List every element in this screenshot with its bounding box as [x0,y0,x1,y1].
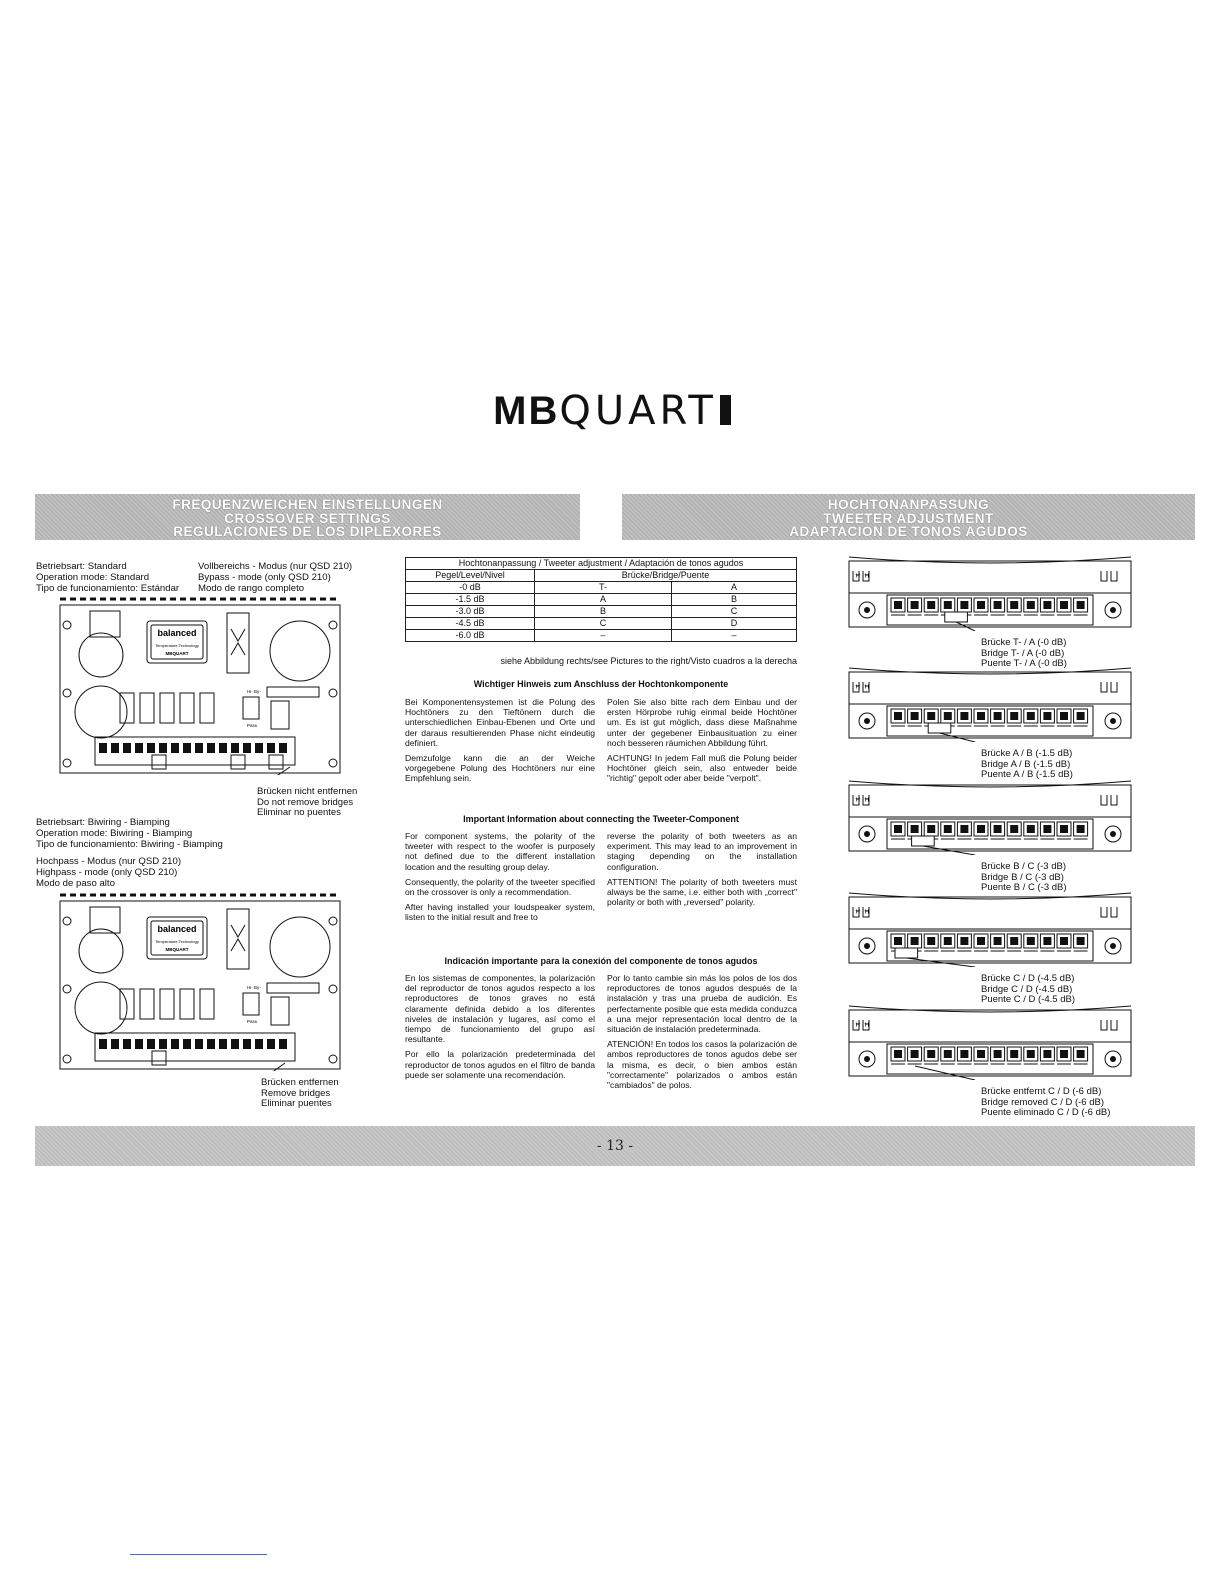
table-cell: B [535,606,672,618]
table-cell: C [535,618,672,630]
paragraph: Bei Komponentensystemen ist die Polung des Hochtöners zu den Tieftönern durch die unterschiedlichen Einbau-Ebenen und Orte und der daraus resultierenden Phase nicht eindeutig definiert. [405,697,595,748]
terminal-board-drawing [845,779,1135,855]
mode-line: Tipo de funcionamiento: Estándar [36,583,180,594]
tweeter-board-caption [981,749,1135,781]
mode-standard-text [36,561,196,594]
caption-line: Remove bridges [261,1087,331,1099]
mode-line: Tipo de funcionamiento: Biwiring - Biamping [36,839,223,850]
table-row [406,618,797,630]
logo-square-icon [720,395,731,425]
paragraph: Demzufolge kann die an der Weiche vorgegebene Polung des Hochtöners nur eine Empfehlung sein. [405,753,595,784]
paragraph: ATTENTION! The polarity of both tweeters must always be the same, i.e. either both with „correct" polarity or both with „reversed" polarity. [607,876,797,908]
header-line-en: TWEETER ADJUSTMENT [823,510,994,526]
terminal-board-drawing [845,555,1135,631]
paragraph: Polen Sie also bitte rach dem Einbau und der ersten Hörprobe ruhig einmal beide Hochtöner um. Es ist gut möglich, dass diese Maßnahme unter der gegebener Einbausituation zu einer noch besseren räumichen Abbildung führt. [607,697,797,748]
table-cell: -6.0 dB [406,630,535,642]
table-header-bridge: Brücke/Bridge/Puente [535,570,797,582]
table-cell: D [672,618,797,630]
table-row [406,606,797,618]
caption-keep-bridges [257,787,357,819]
mode-fullrange-text [198,561,378,594]
badge-title: balanced [157,628,197,638]
table-row [406,594,797,606]
logo-bold: MB [493,389,560,433]
caption-line: Brücke C / D (-4.5 dB) [981,973,1075,984]
paragraph: ACHTUNG! In jedem Fall muß die Polung beider Hochtöner gleich sein, also entweder beide "richtig" gepolt oder aber beide "verpolt". [607,753,797,784]
tweeter-board-caption [981,862,1135,894]
caption-line: Brücke B / C (-3 dB) [981,861,1066,872]
svg-text:ꟸ ꟸ: ꟸ ꟸ [855,797,870,808]
switch-label-bottom: Pass [247,723,258,728]
mode-line: Betriebsart: Biwiring - Biamping [36,817,170,828]
terminal-board-drawing [845,666,1135,742]
mode-line: Vollbereichs - Modus (nur QSD 210) [198,561,353,572]
table-title: Hochtonanpassung / Tweeter adjustment / Adaptación de tonos agudos [406,558,797,570]
badge-brand: MBQUART [165,651,189,656]
mode-line: Betriebsart: Standard [36,561,127,572]
table-row [406,582,797,594]
caption-line: Puente eliminado C / D (-6 dB) [981,1107,1111,1118]
svg-text:ꟸ ꟸ: ꟸ ꟸ [855,909,870,920]
section-title-en: Important Information about connecting the Tweeter-Component [463,814,739,824]
table-cell: B [672,594,797,606]
tweeter-board-3 [845,779,1135,894]
section-title-es: Indicación importante para la conexión del componente de tonos agudos [444,956,758,966]
caption-line: Eliminar no puentes [257,807,341,818]
caption-line: Puente C / D (-4.5 dB) [981,994,1075,1005]
badge-brand: MBQUART [165,947,189,952]
mode-line: Operation mode: Biwiring - Biamping [36,828,193,839]
tweeter-board-caption [981,974,1135,1006]
table-cell: -3.0 dB [406,606,535,618]
section-de-col2 [607,697,797,784]
caption-line: Puente B / C (-3 dB) [981,882,1067,893]
switch-label-bottom: Pass [247,1019,258,1024]
caption-line: Brücke T- / A (-0 dB) [981,637,1067,648]
table-cell: -4.5 dB [406,618,535,630]
mode-line: Modo de paso alto [36,878,115,889]
mode-line: Hochpass - Modus (nur QSD 210) [36,856,182,867]
paragraph: For component systems, the polarity of the tweeter with respect to the woofer is purposely not defined due to the different installation location and the resulting group delay. [405,831,595,872]
crossover-board-standard [55,597,345,775]
crossover-board-biwiring [55,893,345,1071]
table-cell: -0 dB [406,582,535,594]
table-cell: A [535,594,672,606]
table-header-level: Pegel/Level/Nivel [406,570,535,582]
paragraph: En los sistemas de componentes, la polarización del reproductor de tonos agudos respecto a los reproductores de tonos graves no está claramente definida debido a los diferentes niveles de instalación y lugares, así como el tiempo de funcionamiento del grupo así resultante. [405,973,595,1045]
caption-line: Bridge A / B (-1.5 dB) [981,758,1071,770]
caption-line: Do not remove bridges [257,796,354,808]
header-line-de: HOCHTONANPASSUNG [827,497,990,512]
tweeter-board-2 [845,666,1135,781]
header-line-en: CROSSOVER SETTINGS [224,510,391,526]
svg-text:ꟸ ꟸ: ꟸ ꟸ [855,1022,870,1033]
caption-line: Bridge C / D (-4.5 dB) [981,983,1073,995]
mode-line: Modo de rango completo [198,583,305,594]
caption-line: Brücke entfernt C / D (-6 dB) [981,1086,1102,1097]
tweeter-adjustment-header [622,494,1195,540]
tweeter-board-5 [845,1004,1135,1119]
mode-biwiring-text [36,817,276,850]
tweeter-board-1 [845,555,1135,670]
crossover-settings-header [35,494,580,540]
paragraph: Consequently, the polarity of the tweeter specified on the crossover is only a recommendation. [405,876,595,898]
section-de-col1 [405,697,595,784]
section-es-col1 [405,973,595,1080]
terminal-board-drawing [845,891,1135,967]
table-cell: -1.5 dB [406,594,535,606]
header-line-de: FREQUENZWEICHEN EINSTELLUNGEN [172,497,443,512]
tweeter-board-4 [845,891,1135,1006]
paragraph: reverse the polarity of both tweeters as an experiment. This may lead to an improvement in staging depending on the installation configuration. [607,831,797,872]
section-en-col1 [405,831,595,923]
paragraph: Por lo tanto cambie sin más los polos de los dos reproductores de tonos agudos después de la instalación y tras una prueba de audición. Es perfectamente posible que esta medida conduzca a una mejor representación local dentro de la situación de instalación predeterminada. [607,973,797,1035]
section-title-de: Wichtiger Hinweis zum Anschluss der Hochtonkomponente [473,679,729,689]
paragraph: Por ello la polarización predeterminada del reproductor de tonos agudos en el filtro de banda puede ser solamente una recomendación. [405,1049,595,1080]
table-cell: T- [535,582,672,594]
caption-line: Eliminar puentes [261,1098,332,1109]
caption-line: Puente A / B (-1.5 dB) [981,769,1073,780]
footnote-divider [130,1554,267,1555]
page-number: - 13 - [596,1138,634,1154]
table-cell: – [535,630,672,642]
caption-line: Puente T- / A (-0 dB) [981,658,1067,669]
mode-line: Operation mode: Standard [36,572,150,583]
caption-line: Brücken entfernen [261,1077,339,1088]
svg-text:ꟸ ꟸ: ꟸ ꟸ [855,684,870,695]
badge-sub: Temperature Technology [155,939,199,944]
section-es-col2 [607,973,797,1090]
caption-line: Brücke A / B (-1.5 dB) [981,748,1073,759]
mode-line: Bypass - mode (only QSD 210) [198,572,331,583]
section-en-col2 [607,831,797,907]
tweeter-board-caption [981,1087,1135,1119]
caption-line: Brücken nicht entfernen [257,786,358,797]
table-note: siehe Abbildung rechts/see Pictures to the right/Visto cuadros a la derecha [500,656,797,666]
table-cell: – [672,630,797,642]
switch-label-top: Hi- By- [247,985,261,990]
paragraph: ATENCIÓN! En todos los casos la polarización de ambos reproductores de tonos agudos debe ser la misma, es decir, o bien ambos están "correctamente" polarizados o ambos están "cambiados" de polos. [607,1039,797,1091]
badge-title: balanced [157,924,197,934]
tweeter-board-caption [981,638,1135,670]
caption-line: Bridge removed C / D (-6 dB) [981,1096,1105,1108]
terminal-board-drawing [845,1004,1135,1080]
table-cell: A [672,582,797,594]
caption-remove-bridges [261,1078,339,1110]
badge-sub: Temperature Technology [155,643,199,648]
brand-logo [0,388,1224,434]
tweeter-level-table [405,557,797,642]
caption-line: Bridge T- / A (-0 dB) [981,647,1065,659]
svg-text:ꟸ ꟸ: ꟸ ꟸ [855,573,870,584]
page-footer [35,1126,1195,1166]
table-cell: C [672,606,797,618]
logo-light: QUART [559,388,717,434]
mode-highpass-text [36,856,276,889]
paragraph: After having installed your loudspeaker system, listen to the initial result and free to [405,902,595,923]
switch-label-top: Hi- By- [247,689,261,694]
header-line-es: ADAPTACION DE TONOS AGUDOS [789,524,1028,539]
table-row [406,630,797,642]
header-line-es: REGULACIONES DE LOS DIPLEXORES [173,524,442,539]
mode-line: Highpass - mode (only QSD 210) [36,867,178,878]
caption-line: Bridge B / C (-3 dB) [981,871,1064,883]
